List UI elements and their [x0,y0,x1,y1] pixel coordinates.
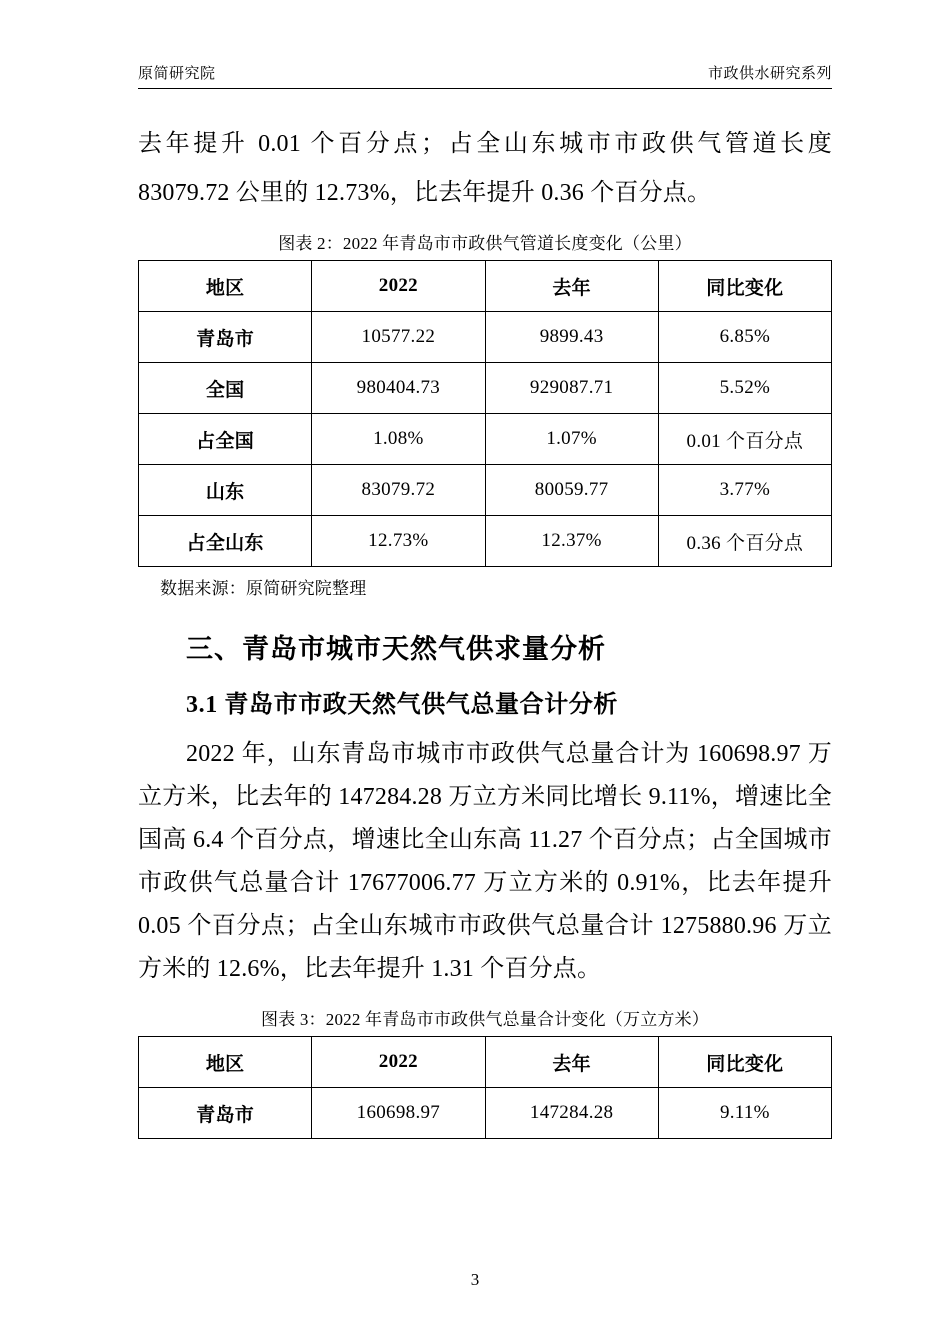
table2-r3-c1: 83079.72 [312,465,485,516]
table3-r0-c0: 青岛市 [139,1088,312,1139]
table2-r0-c1: 10577.22 [312,312,485,363]
table-header-row [139,1037,832,1088]
table2-col-1: 2022 [312,261,485,312]
table2-caption: 图表 2：2022 年青岛市市政供气管道长度变化（公里） [278,234,692,253]
paragraph-continuation-line2: 83079.72 公里的 12.73%，比去年提升 0.36 个百分点。 [138,180,712,206]
table-row [139,1088,832,1139]
table-row [139,363,832,414]
table3-col-3: 同比变化 [658,1037,831,1088]
table2-r2-c0: 占全国 [139,414,312,465]
table2-r4-c1: 12.73% [312,516,485,567]
table2-r1-c2: 929087.71 [485,363,658,414]
header-left-text: 原简研究院 [138,66,216,82]
table2-r3-c0: 山东 [139,465,312,516]
table3-r0-c1: 160698.97 [312,1088,485,1139]
table2-col-3: 同比变化 [658,261,831,312]
table3-col-0: 地区 [139,1037,312,1088]
table2-r0-c0: 青岛市 [139,312,312,363]
table3-caption: 图表 3：2022 年青岛市市政供气总量合计变化（万立方米） [261,1010,709,1029]
table-row [139,516,832,567]
page-header [138,62,832,89]
table3-r0-c3: 9.11% [658,1088,831,1139]
table3-col-1: 2022 [312,1037,485,1088]
table2-r4-c3: 0.36 个百分点 [658,516,831,567]
page-number: 3 [470,1270,480,1289]
table-header-row [139,261,832,312]
header-right-text: 市政供水研究系列 [707,66,832,82]
table-gas-supply-total [138,1036,832,1139]
table2-r0-c3: 6.85% [658,312,831,363]
table-row [139,465,832,516]
table-pipeline-length [138,260,832,567]
table2-r1-c3: 5.52% [658,363,831,414]
table2-r1-c1: 980404.73 [312,363,485,414]
table3-r0-c2: 147284.28 [485,1088,658,1139]
table2-col-0: 地区 [139,261,312,312]
paragraph-gas-supply-analysis: 2022 年，山东青岛市城市市政供气总量合计为 160698.97 万立方米，比去年的 147284.28 万立方米同比增长 9.11%，增速比全国高 6.4 个百分点，增速比全山东高 11.27 个百分点；占全国城市市政供气总量合计 17677006.77 万立方米的 0.91%，比去年提升 0.05 个百分点；占全山东城市市政供气总量合计 1275880.96 万立方米的 12.6%，比去年提升 1.31 个百分点。 [138,741,832,982]
table2-r3-c3: 3.77% [658,465,831,516]
table2-r2-c1: 1.08% [312,414,485,465]
table2-r2-c2: 1.07% [485,414,658,465]
paragraph-continuation-line1: 去年提升 0.01 个百分点；占全山东城市市政供气管道长度 [138,131,832,157]
section-heading: 三、青岛市城市天然气供求量分析 [186,634,606,664]
table2-r4-c0: 占全山东 [139,516,312,567]
table2-r1-c0: 全国 [139,363,312,414]
table2-r0-c2: 9899.43 [485,312,658,363]
subsection-heading: 3.1 青岛市市政天然气供气总量合计分析 [186,692,618,718]
table2-r2-c3: 0.01 个百分点 [658,414,831,465]
table2-r3-c2: 80059.77 [485,465,658,516]
table-row [139,312,832,363]
table-row [139,414,832,465]
table3-col-2: 去年 [485,1037,658,1088]
table2-col-2: 去年 [485,261,658,312]
table2-r4-c2: 12.37% [485,516,658,567]
table2-source-note: 数据来源：原简研究院整理 [160,579,367,598]
